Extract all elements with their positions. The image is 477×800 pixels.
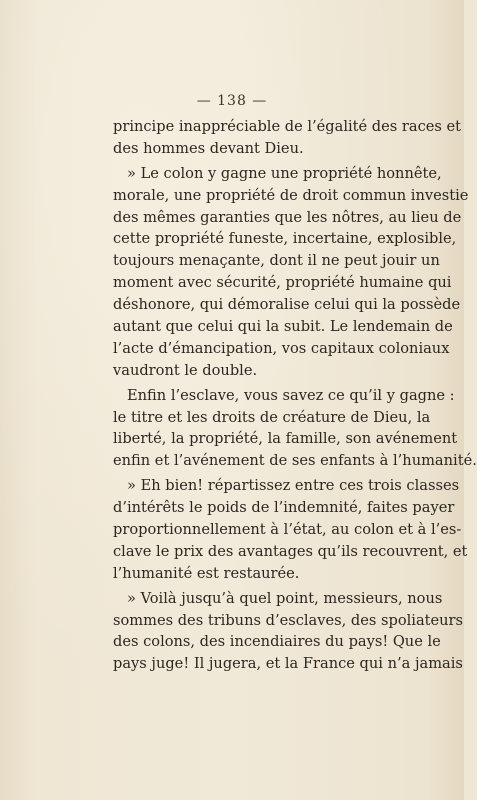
text-line: d’intérêts le poids de l’indemnité, faites payer (113, 499, 455, 517)
text-line: l’humanité est restaurée. (113, 564, 300, 582)
text-line: des hommes devant Dieu. (113, 139, 304, 157)
text-line: principe inappréciable de l’égalité des races et (113, 118, 462, 135)
text-line: des colons, des incendiaires du pays! Que le (113, 633, 441, 651)
text-line: pays juge! Il jugera, et la France qui n’a jamais (113, 655, 463, 673)
text-line: sommes des tribuns d’esclaves, des spoliateurs (113, 611, 464, 629)
text-line: » Voilà jusqu’à quel point, messieurs, nous (127, 589, 443, 607)
text-line: des mêmes garanties que les nôtres, au lieu de (113, 208, 462, 226)
text-line: enfin et l’avénement de ses enfants à l’humanité. (113, 452, 477, 470)
text-line: clave le prix des avantages qu’ils recouvrent, et (113, 542, 468, 560)
text-line: toujours menaçante, dont il ne peut jouir un (113, 252, 440, 270)
body-text (113, 116, 477, 675)
text-line: déshonore, qui démoralise celui qui la possède (113, 296, 461, 314)
text-line: » Eh bien! répartissez entre ces trois classes (127, 477, 460, 495)
text-line: Enfin l’esclave, vous savez ce qu’il y gagne : (127, 386, 455, 404)
text-line: » Le colon y gagne une propriété honnête, (127, 164, 442, 182)
text-line: morale, une propriété de droit commun investie (113, 186, 469, 204)
text-line: moment avec sécurité, propriété humaine qui (113, 274, 452, 292)
text-line: cette propriété funeste, incertaine, explosible, (113, 230, 457, 248)
text-line: l’acte d’émancipation, vos capitaux coloniaux (113, 339, 450, 357)
page-number: — 138 — (196, 93, 268, 109)
text-line: proportionnellement à l’état, au colon et à l’es- (113, 521, 462, 539)
text-line: le titre et les droits de créature de Dieu, la (113, 408, 431, 426)
text-line: liberté, la propriété, la famille, son avénement (113, 430, 458, 448)
text-line: vaudront le double. (113, 361, 258, 379)
text-line: autant que celui qui la subit. Le lendemain de (113, 318, 453, 336)
